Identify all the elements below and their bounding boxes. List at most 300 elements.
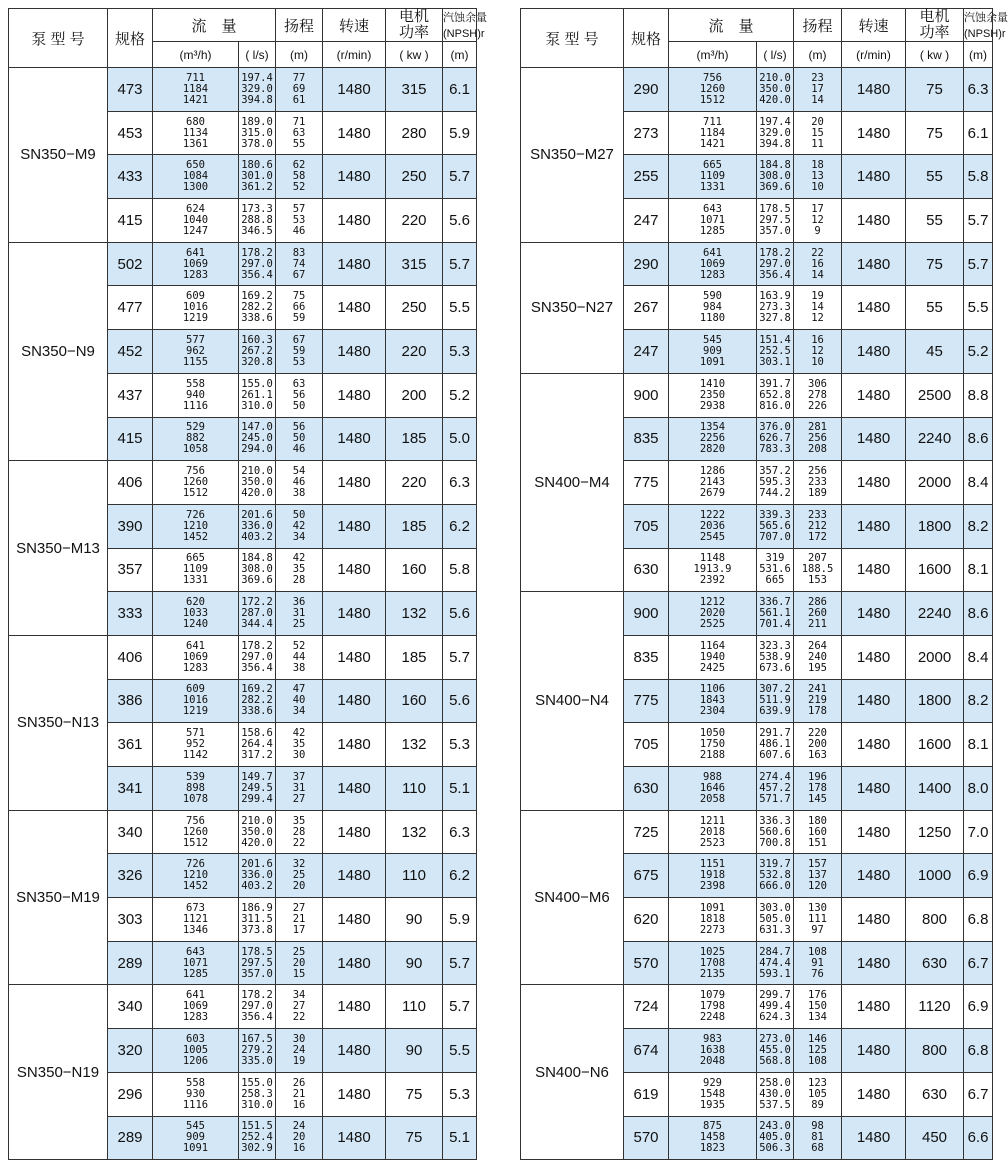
flow-m3h-cell xyxy=(153,504,239,548)
power-cell: 132 xyxy=(386,723,443,767)
head-value: 28 xyxy=(292,825,306,838)
flow-m3h-value: 620 xyxy=(186,596,205,609)
flow-m3h-value: 875 xyxy=(703,1120,722,1133)
flow-ls-value: 639.9 xyxy=(759,705,791,718)
head-cell xyxy=(276,68,323,112)
flow-m3h-cell xyxy=(669,155,757,199)
spec-cell: 320 xyxy=(108,1029,153,1073)
speed-cell: 1480 xyxy=(842,286,906,330)
flow-ls-value: 172.2 xyxy=(241,596,273,609)
spec-cell: 453 xyxy=(108,111,153,155)
head-value: 35 xyxy=(292,563,306,576)
flow-m3h-value: 641 xyxy=(186,246,205,259)
flow-m3h-value: 1708 xyxy=(699,956,726,969)
flow-ls-value: 369.6 xyxy=(759,181,791,194)
head-value: 10 xyxy=(811,181,824,194)
power-cell: 315 xyxy=(386,68,443,112)
flow-ls-cell xyxy=(757,1029,794,1073)
spec-cell: 340 xyxy=(108,810,153,854)
flow-ls-value: 394.8 xyxy=(241,93,273,106)
spec-cell: 341 xyxy=(108,767,153,811)
flow-m3h-cell xyxy=(669,1072,757,1116)
head-value: 233 xyxy=(808,476,827,489)
flow-ls-value: 455.0 xyxy=(759,1043,791,1056)
head-value: 176 xyxy=(808,989,827,1002)
head-value: 281 xyxy=(808,421,827,434)
flow-ls-value: 595.3 xyxy=(759,476,791,489)
flow-m3h-value: 1091 xyxy=(699,355,726,368)
pump-model-cell: SN350−M27 xyxy=(521,68,624,243)
flow-m3h-value: 641 xyxy=(186,639,205,652)
speed-cell: 1480 xyxy=(323,1072,386,1116)
flow-m3h-value: 1071 xyxy=(182,956,209,969)
flow-ls-value: 258.0 xyxy=(759,1076,791,1089)
flow-m3h-cell xyxy=(153,242,239,286)
head-value: 59 xyxy=(292,344,306,357)
speed-cell: 1480 xyxy=(842,592,906,636)
flow-m3h-value: 1210 xyxy=(182,869,209,882)
flow-m3h-cell xyxy=(669,286,757,330)
flow-m3h-value: 1283 xyxy=(182,268,209,281)
head-cell xyxy=(794,111,842,155)
flow-ls-value: 344.4 xyxy=(241,618,273,631)
flow-ls-value: 303.1 xyxy=(759,355,791,368)
head-cell xyxy=(276,286,323,330)
flow-ls-value: 308.0 xyxy=(759,170,791,183)
flow-m3h-value: 930 xyxy=(186,1087,205,1100)
spec-cell: 390 xyxy=(108,504,153,548)
spec-cell: 620 xyxy=(624,898,669,942)
flow-ls-value: 607.6 xyxy=(759,749,791,762)
flow-m3h-value: 1079 xyxy=(699,989,726,1002)
npsh-cell: 6.2 xyxy=(443,504,477,548)
table-row xyxy=(9,635,477,679)
head-value: 20 xyxy=(292,1131,306,1144)
flow-ls-value: 665 xyxy=(765,574,785,587)
flow-m3h-value: 1180 xyxy=(699,312,726,325)
flow-ls-value: 430.0 xyxy=(759,1087,791,1100)
head-value: 67 xyxy=(292,268,306,281)
flow-m3h-value: 643 xyxy=(703,202,722,215)
npsh-cell: 5.8 xyxy=(964,155,993,199)
flow-m3h-value: 1084 xyxy=(182,170,209,183)
flow-ls-value: 184.8 xyxy=(241,552,273,565)
speed-cell: 1480 xyxy=(323,504,386,548)
flow-m3h-value: 984 xyxy=(703,301,722,314)
speed-cell: 1480 xyxy=(842,504,906,548)
flow-m3h-value: 1025 xyxy=(699,945,726,958)
head-cell xyxy=(794,548,842,592)
head-value: 160 xyxy=(808,825,827,838)
flow-ls-value: 420.0 xyxy=(759,93,791,106)
flow-ls-cell xyxy=(239,286,276,330)
flow-ls-value: 350.0 xyxy=(759,82,791,95)
flow-m3h-value: 1260 xyxy=(182,476,209,489)
spec-cell: 247 xyxy=(624,199,669,243)
power-cell: 220 xyxy=(386,330,443,374)
flow-ls-value: 666.0 xyxy=(759,880,791,893)
pump-model-cell: SN350−N19 xyxy=(9,985,108,1160)
flow-ls-cell xyxy=(757,592,794,636)
head-cell xyxy=(276,330,323,374)
head-value: 24 xyxy=(292,1043,306,1056)
flow-ls-value: 357.0 xyxy=(759,224,791,237)
flow-ls-value: 178.2 xyxy=(759,246,791,259)
flow-m3h-value: 1260 xyxy=(182,825,209,838)
flow-m3h-value: 1210 xyxy=(182,519,209,532)
flow-m3h-value: 590 xyxy=(703,290,722,303)
flow-ls-value: 560.6 xyxy=(759,825,791,838)
flow-ls-cell xyxy=(239,1116,276,1160)
flow-ls-value: 652.8 xyxy=(759,388,791,401)
spec-cell: 705 xyxy=(624,723,669,767)
flow-m3h-value: 665 xyxy=(703,159,722,172)
flow-ls-value: 420.0 xyxy=(241,836,273,849)
flow-ls-value: 210.0 xyxy=(241,465,273,478)
flow-ls-cell xyxy=(239,461,276,505)
flow-ls-value: 336.7 xyxy=(759,596,791,609)
power-cell: 1120 xyxy=(906,985,964,1029)
power-cell: 90 xyxy=(386,1029,443,1073)
head-cell xyxy=(794,941,842,985)
flow-ls-value: 201.6 xyxy=(241,508,273,521)
table-row xyxy=(521,68,993,112)
flow-ls-value: 532.8 xyxy=(759,869,791,882)
flow-m3h-value: 643 xyxy=(186,945,205,958)
flow-m3h-value: 1935 xyxy=(699,1098,726,1111)
head-value: 11 xyxy=(811,137,824,150)
flow-m3h-cell xyxy=(153,1072,239,1116)
flow-m3h-value: 2248 xyxy=(699,1011,726,1024)
flow-ls-value: 297.0 xyxy=(759,257,791,270)
flow-ls-value: 294.0 xyxy=(241,443,273,456)
speed-cell: 1480 xyxy=(323,548,386,592)
head-value: 211 xyxy=(808,618,827,631)
head-value: 83 xyxy=(292,246,306,259)
speed-cell: 1480 xyxy=(842,199,906,243)
flow-ls-value: 258.3 xyxy=(241,1087,273,1100)
flow-ls-value: 297.0 xyxy=(241,650,273,663)
flow-m3h-value: 1069 xyxy=(182,650,209,663)
header-flow: 流 量 xyxy=(669,9,794,42)
flow-ls-value: 197.4 xyxy=(759,115,791,128)
flow-ls-value: 319 xyxy=(765,552,785,565)
speed-cell: 1480 xyxy=(842,242,906,286)
head-value: 178 xyxy=(808,705,827,718)
spec-cell: 415 xyxy=(108,199,153,243)
flow-ls-value: 186.9 xyxy=(241,901,273,914)
flow-m3h-value: 1940 xyxy=(699,650,726,663)
flow-ls-value: 350.0 xyxy=(241,476,273,489)
spec-cell: 247 xyxy=(624,330,669,374)
flow-ls-value: 701.4 xyxy=(759,618,791,631)
head-value: 24 xyxy=(292,1120,306,1133)
flow-ls-value: 403.2 xyxy=(241,880,273,893)
speed-cell: 1480 xyxy=(323,898,386,942)
npsh-cell: 6.6 xyxy=(964,1116,993,1160)
head-value: 195 xyxy=(808,661,827,674)
flow-m3h-value: 882 xyxy=(186,432,205,445)
flow-m3h-value: 1548 xyxy=(699,1087,726,1100)
flow-ls-value: 308.0 xyxy=(241,563,273,576)
npsh-cell: 5.7 xyxy=(964,199,993,243)
flow-m3h-value: 711 xyxy=(703,115,722,128)
flow-m3h-value: 2523 xyxy=(699,836,726,849)
head-value: 25 xyxy=(292,618,306,631)
flow-ls-value: 287.0 xyxy=(241,607,273,620)
power-cell: 90 xyxy=(386,941,443,985)
head-cell xyxy=(276,679,323,723)
flow-m3h-value: 1823 xyxy=(699,1142,726,1155)
head-value: 12 xyxy=(811,312,824,325)
flow-ls-cell xyxy=(757,854,794,898)
flow-m3h-value: 529 xyxy=(186,421,205,434)
flow-m3h-value: 545 xyxy=(703,333,722,346)
flow-ls-value: 178.2 xyxy=(241,639,273,652)
flow-ls-value: 568.8 xyxy=(759,1054,791,1067)
head-value: 22 xyxy=(811,246,824,259)
head-value: 13 xyxy=(811,170,824,183)
speed-cell: 1480 xyxy=(842,1116,906,1160)
header-power-unit: ( kw ) xyxy=(386,42,443,68)
npsh-cell: 5.7 xyxy=(964,242,993,286)
flow-m3h-cell xyxy=(669,898,757,942)
flow-m3h-value: 1184 xyxy=(699,126,726,139)
head-value: 14 xyxy=(811,93,824,106)
head-value: 20 xyxy=(811,115,824,128)
head-value: 189 xyxy=(808,487,827,500)
head-cell xyxy=(794,985,842,1029)
speed-cell: 1480 xyxy=(842,548,906,592)
npsh-cell: 5.3 xyxy=(443,723,477,767)
flow-m3h-value: 1750 xyxy=(699,738,726,751)
header-spec: 规格 xyxy=(624,9,669,68)
flow-ls-cell xyxy=(239,941,276,985)
head-cell xyxy=(794,199,842,243)
flow-ls-value: 394.8 xyxy=(759,137,791,150)
flow-ls-cell xyxy=(239,985,276,1029)
npsh-cell: 8.1 xyxy=(964,723,993,767)
flow-ls-value: 163.9 xyxy=(759,290,791,303)
flow-m3h-value: 641 xyxy=(186,989,205,1002)
flow-m3h-cell xyxy=(669,985,757,1029)
flow-ls-cell xyxy=(239,68,276,112)
spec-cell: 415 xyxy=(108,417,153,461)
npsh-cell: 5.7 xyxy=(443,155,477,199)
flow-m3h-value: 1106 xyxy=(699,683,726,696)
flow-m3h-value: 1078 xyxy=(182,792,209,805)
power-cell: 800 xyxy=(906,1029,964,1073)
flow-m3h-value: 756 xyxy=(186,465,205,478)
flow-m3h-cell xyxy=(153,679,239,723)
flow-m3h-value: 1071 xyxy=(699,213,726,226)
head-value: 91 xyxy=(811,956,824,969)
head-value: 151 xyxy=(808,836,827,849)
flow-ls-value: 391.7 xyxy=(759,377,791,390)
npsh-cell: 6.2 xyxy=(443,854,477,898)
flow-m3h-cell xyxy=(153,723,239,767)
head-cell xyxy=(276,111,323,155)
flow-m3h-value: 1421 xyxy=(182,93,209,106)
head-value: 226 xyxy=(808,399,827,412)
npsh-cell: 6.1 xyxy=(964,111,993,155)
flow-m3h-value: 2036 xyxy=(699,519,726,532)
flow-ls-value: 301.0 xyxy=(241,170,273,183)
table-row xyxy=(521,373,993,417)
flow-m3h-value: 940 xyxy=(186,388,205,401)
flow-m3h-value: 2392 xyxy=(699,574,726,587)
flow-m3h-cell xyxy=(153,330,239,374)
header-speed-unit: (r/min) xyxy=(323,42,386,68)
power-cell: 1400 xyxy=(906,767,964,811)
left-spec-table-panel xyxy=(8,8,488,1160)
head-value: 137 xyxy=(808,869,827,882)
flow-ls-value: 369.6 xyxy=(241,574,273,587)
head-value: 178 xyxy=(808,781,827,794)
npsh-cell: 6.8 xyxy=(964,898,993,942)
power-cell: 75 xyxy=(906,68,964,112)
speed-cell: 1480 xyxy=(323,767,386,811)
head-value: 61 xyxy=(292,93,306,106)
flow-m3h-value: 1843 xyxy=(699,694,726,707)
pump-model-cell: SN400−N4 xyxy=(521,592,624,810)
speed-cell: 1480 xyxy=(323,373,386,417)
npsh-cell: 5.5 xyxy=(443,286,477,330)
flow-ls-value: 707.0 xyxy=(759,530,791,543)
head-cell xyxy=(276,985,323,1029)
flow-m3h-value: 929 xyxy=(703,1076,722,1089)
flow-ls-value: 149.7 xyxy=(241,770,273,783)
head-value: 180 xyxy=(808,814,827,827)
head-value: 196 xyxy=(808,770,827,783)
flow-m3h-value: 909 xyxy=(703,344,722,357)
flow-ls-cell xyxy=(239,679,276,723)
head-value: 38 xyxy=(292,487,306,500)
flow-ls-cell xyxy=(239,548,276,592)
head-value: 260 xyxy=(808,607,827,620)
flow-ls-cell xyxy=(239,330,276,374)
speed-cell: 1480 xyxy=(842,635,906,679)
flow-ls-cell xyxy=(757,548,794,592)
spec-cell: 619 xyxy=(624,1072,669,1116)
header-power: 电机 功率 xyxy=(386,9,443,42)
flow-m3h-value: 1058 xyxy=(182,443,209,456)
flow-m3h-value: 1050 xyxy=(699,727,726,740)
head-cell xyxy=(794,373,842,417)
flow-m3h-cell xyxy=(669,242,757,286)
flow-ls-value: 297.5 xyxy=(759,213,791,226)
head-value: 38 xyxy=(292,661,306,674)
header-flow-unit-ls: ( l/s) xyxy=(239,42,276,68)
flow-m3h-value: 2304 xyxy=(699,705,726,718)
flow-ls-cell xyxy=(757,199,794,243)
flow-ls-value: 307.2 xyxy=(759,683,791,696)
header-speed: 转速 xyxy=(323,9,386,42)
flow-ls-value: 284.7 xyxy=(759,945,791,958)
pump-model-cell: SN400−N6 xyxy=(521,985,624,1160)
head-value: 18 xyxy=(811,159,824,172)
power-cell: 110 xyxy=(386,854,443,898)
flow-ls-value: 700.8 xyxy=(759,836,791,849)
spec-cell: 775 xyxy=(624,679,669,723)
flow-ls-value: 288.8 xyxy=(241,213,273,226)
power-cell: 1000 xyxy=(906,854,964,898)
spec-cell: 333 xyxy=(108,592,153,636)
flow-ls-value: 329.0 xyxy=(759,126,791,139)
spec-cell: 705 xyxy=(624,504,669,548)
flow-m3h-value: 1212 xyxy=(699,596,726,609)
npsh-cell: 6.3 xyxy=(443,461,477,505)
flow-m3h-value: 641 xyxy=(703,246,722,259)
power-cell: 160 xyxy=(386,679,443,723)
flow-m3h-value: 1283 xyxy=(182,1011,209,1024)
flow-m3h-value: 1331 xyxy=(699,181,726,194)
flow-ls-value: 356.4 xyxy=(241,661,273,674)
flow-ls-value: 346.5 xyxy=(241,224,273,237)
flow-m3h-cell xyxy=(153,111,239,155)
pump-spec-table-left xyxy=(8,8,488,1160)
flow-ls-cell xyxy=(757,767,794,811)
flow-m3h-value: 1109 xyxy=(182,563,209,576)
spec-cell: 477 xyxy=(108,286,153,330)
flow-ls-value: 511.9 xyxy=(759,694,791,707)
power-cell: 1800 xyxy=(906,504,964,548)
header-head-unit: (m) xyxy=(794,42,842,68)
flow-ls-value: 376.0 xyxy=(759,421,791,434)
head-value: 306 xyxy=(808,377,827,390)
power-cell: 2500 xyxy=(906,373,964,417)
flow-ls-cell xyxy=(239,898,276,942)
head-cell xyxy=(794,810,842,854)
npsh-cell: 8.4 xyxy=(964,461,993,505)
head-value: 81 xyxy=(811,1131,824,1144)
flow-m3h-value: 1452 xyxy=(182,880,209,893)
head-cell xyxy=(794,592,842,636)
flow-m3h-value: 1260 xyxy=(699,82,726,95)
npsh-cell: 5.7 xyxy=(443,242,477,286)
flow-ls-value: 336.0 xyxy=(241,519,273,532)
head-value: 76 xyxy=(811,967,824,980)
flow-ls-cell xyxy=(757,723,794,767)
flow-m3h-value: 2135 xyxy=(699,967,726,980)
flow-m3h-value: 1040 xyxy=(182,213,209,226)
head-cell xyxy=(276,504,323,548)
flow-m3h-cell xyxy=(153,941,239,985)
flow-ls-value: 245.0 xyxy=(241,432,273,445)
flow-ls-value: 303.0 xyxy=(759,901,791,914)
speed-cell: 1480 xyxy=(323,330,386,374)
spec-cell: 452 xyxy=(108,330,153,374)
flow-ls-value: 420.0 xyxy=(241,487,273,500)
header-model: 泵 型 号 xyxy=(521,9,624,68)
pump-model-cell: SN350−N9 xyxy=(9,242,108,460)
flow-ls-value: 565.6 xyxy=(759,519,791,532)
pump-model-cell: SN400−M4 xyxy=(521,373,624,591)
head-value: 46 xyxy=(292,224,306,237)
power-cell: 220 xyxy=(386,461,443,505)
flow-m3h-value: 680 xyxy=(186,115,205,128)
flow-m3h-value: 1155 xyxy=(182,355,209,368)
flow-m3h-value: 2058 xyxy=(699,792,726,805)
flow-m3h-cell xyxy=(153,985,239,1029)
head-value: 111 xyxy=(808,912,827,925)
flow-ls-value: 264.4 xyxy=(241,738,273,751)
power-cell: 45 xyxy=(906,330,964,374)
head-cell xyxy=(794,898,842,942)
head-value: 67 xyxy=(292,333,306,346)
spec-cell: 303 xyxy=(108,898,153,942)
flow-ls-value: 155.0 xyxy=(241,377,273,390)
